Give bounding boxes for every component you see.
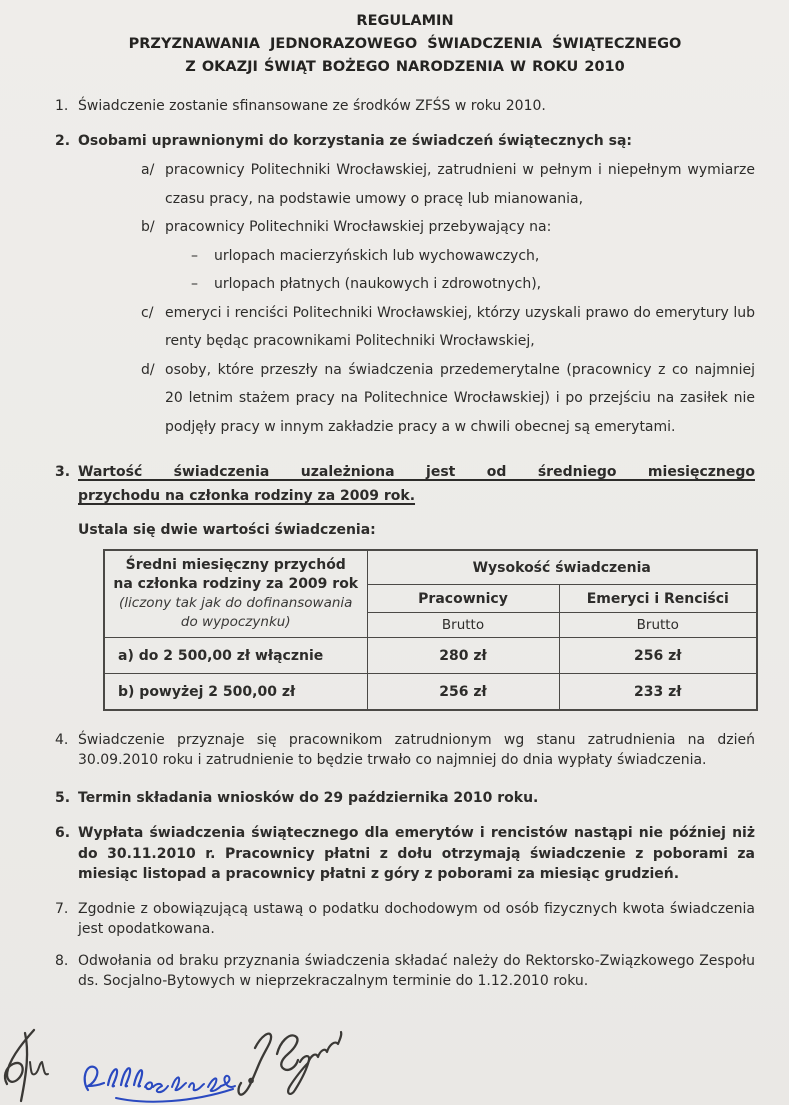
column-header-emeryci: Emeryci i Renciści <box>559 585 757 612</box>
left-header-italic-line-2: do wypoczynku) <box>180 614 291 630</box>
item-3-line-1: Wartość świadczenia uzależniona jest od średniego miesięcznego <box>78 464 755 480</box>
sub-item-b-label: b/ <box>141 219 155 235</box>
row-b-emeryci-value: 233 zł <box>559 674 757 711</box>
row-a-emeryci-value: 256 zł <box>559 638 757 674</box>
item-2-heading-text: Osobami uprawnionymi do korzystania ze świadczeń świątecznych są: <box>78 133 632 149</box>
sub-item-d-label: d/ <box>141 361 155 378</box>
item-3-line-2: przychodu na członka rodziny za 2009 rok. <box>78 488 416 504</box>
list-item-8 <box>55 951 755 991</box>
table-left-header-cell <box>104 550 367 638</box>
document-title <box>55 10 755 79</box>
sub-item-a <box>141 156 755 213</box>
item-1-text: Świadczenie zostanie sfinansowane ze środków ZFŚS w roku 2010. <box>78 98 546 114</box>
row-b-label: b) powyżej 2 500,00 zł <box>104 674 367 711</box>
table-row <box>104 674 757 711</box>
left-header-bold-line-1: Średni miesięczny przychód <box>125 557 346 573</box>
sub-item-c-label: c/ <box>141 304 154 321</box>
list-item-3 <box>55 460 755 508</box>
row-b-pracownicy-value: 256 zł <box>367 674 559 711</box>
left-header-italic-line-1: (liczony tak jak do dofinansowania <box>119 595 353 611</box>
dash-item-2 <box>191 270 755 299</box>
item-5-number: 5. <box>55 790 71 806</box>
handwritten-signature-blue <box>78 1058 244 1104</box>
dash-item-1 <box>191 242 755 271</box>
table-header-row-1 <box>104 550 757 585</box>
list-item-6 <box>55 823 755 885</box>
list-item-1 <box>55 96 755 116</box>
title-line-3: Z OKAZJI ŚWIĄT BOŻEGO NARODZENIA W ROKU 2010 <box>185 59 625 75</box>
sub-item-d-text: osoby, które przeszły na świadczenia przedemerytalne (pracownicy z co najmniej 20 letnim stażem pracy na Politechnice Wrocławskiej) i po przejściu na zasiłek nie podjęły pracy w innym zakładzie pracy a w chwili obecnej są emerytami. <box>165 361 755 435</box>
title-line-2: PRZYZNAWANIA JEDNORAZOWEGO ŚWIADCZENIA ŚWIĄTECZNEGO <box>128 36 682 52</box>
item-8-text: Odwołania od braku przyznania świadczenia składać należy do Rektorsko-Związkowego Zespołu ds. Socjalno-Bytowych w nieprzekraczalnym terminie do 1.12.2010 roku. <box>78 952 755 989</box>
list-item-2-heading <box>55 131 755 151</box>
dash-item-2-text: urlopach płatnych (naukowych i zdrowotnych), <box>214 276 542 292</box>
item-6-number: 6. <box>55 825 71 841</box>
sub-item-b <box>141 213 755 242</box>
sub-item-a-label: a/ <box>141 162 155 178</box>
benefit-values-table <box>103 549 758 711</box>
item-8-number: 8. <box>55 952 69 969</box>
sub-item-b-text: pracownicy Politechniki Wrocławskiej przebywający na: <box>165 219 552 235</box>
handwritten-signature-left <box>0 1026 52 1104</box>
row-a-label: a) do 2 500,00 zł włącznie <box>104 638 367 674</box>
title-line-1: REGULAMIN <box>356 13 454 29</box>
dash-item-1-text: urlopach macierzyńskich lub wychowawczych, <box>214 247 540 264</box>
dash-bullet: – <box>191 247 198 264</box>
item-4-text: Świadczenie przyznaje się pracownikom zatrudnionym wg stanu zatrudnienia na dzień 30.09.2010 roku i zatrudnienie to będzie trwało co najmniej do dnia wypłaty świadczenia. <box>78 732 755 768</box>
item-2-number: 2. <box>55 133 71 149</box>
item-3-text <box>78 460 755 508</box>
list-item-4 <box>55 730 755 770</box>
column-header-pracownicy: Pracownicy <box>367 585 559 612</box>
item-5-text: Termin składania wniosków do 29 października 2010 roku. <box>78 790 539 806</box>
item-7-text: Zgodnie z obowiązującą ustawą o podatku dochodowym od osób fizycznych kwota świadczenia jest opodatkowana. <box>78 900 755 937</box>
row-a-pracownicy-value: 280 zł <box>367 638 559 674</box>
subheader-brutto-2: Brutto <box>559 612 757 637</box>
handwritten-signature-right <box>225 1028 345 1100</box>
item-7-number: 7. <box>55 900 69 917</box>
table-header-benefit-amount: Wysokość świadczenia <box>367 550 757 585</box>
list-item-7 <box>55 899 755 939</box>
sub-item-a-text: pracownicy Politechniki Wrocławskiej, zatrudnieni w pełnym i niepełnym wymiarze czasu pracy, na podstawie umowy o pracę lub mianowania, <box>165 162 755 207</box>
item-4-number: 4. <box>55 732 69 748</box>
subheader-brutto-1: Brutto <box>367 612 559 637</box>
item-3-number: 3. <box>55 464 71 480</box>
sub-item-c <box>141 299 755 356</box>
item-6-text: Wypłata świadczenia świątecznego dla emerytów i rencistów nastąpi nie później niż do 30.11.2010 r. Pracownicy płatni z dołu otrzymają świadczenie z poborami za miesiąc listopad a pracownicy płatni z góry z poborami za miesiąc grudzień. <box>78 825 755 882</box>
sub-item-c-text: emeryci i renciści Politechniki Wrocławskiej, którzy uzyskali prawo do emerytury lub renty będąc pracownikami Politechniki Wrocławskiej, <box>165 304 755 349</box>
table-intro: Ustala się dwie wartości świadczenia: <box>78 522 376 538</box>
list-item-5 <box>55 788 755 809</box>
dash-bullet: – <box>191 276 198 292</box>
table-row <box>104 638 757 674</box>
item-1-number: 1. <box>55 98 69 114</box>
left-header-bold-line-2: na członka rodziny za 2009 rok <box>113 576 359 592</box>
sub-item-d <box>141 356 755 442</box>
